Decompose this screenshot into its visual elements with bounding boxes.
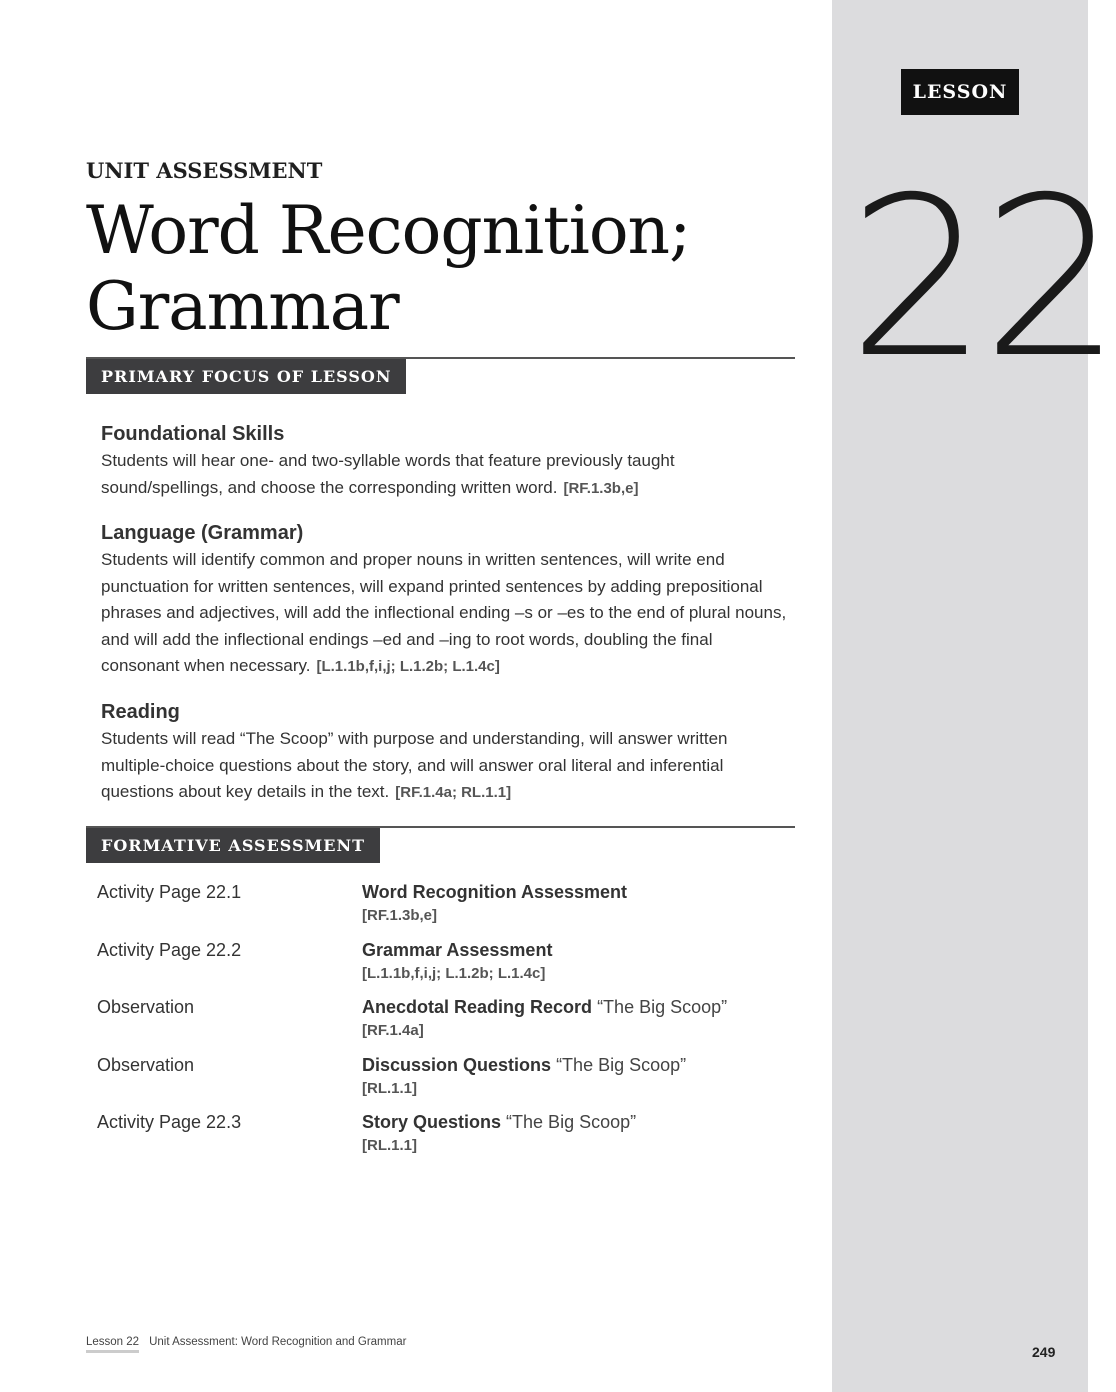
- page-title: [86, 193, 806, 345]
- assessment-source: Activity Page 22.2: [97, 940, 242, 960]
- standards-code: [L.1.1b,f,i,j; L.1.2b; L.1.4c]: [316, 658, 500, 675]
- assessment-row: [97, 1052, 797, 1108]
- assessment-source: Activity Page 22.1: [97, 882, 242, 902]
- story-title: “The Big Scoop”: [506, 1112, 637, 1132]
- assessment-row: [97, 1109, 797, 1165]
- assessment-source: Observation: [97, 1055, 195, 1075]
- task-name: Discussion Questions: [362, 1055, 552, 1075]
- assessment-row: [97, 937, 797, 993]
- lesson-number: 22: [848, 150, 1116, 406]
- assessment-source: Observation: [97, 997, 195, 1017]
- focus-body-text: Students will read “The Scoop” with purpose and understanding, will answer written multiple-choice questions about the story, and will answer oral literal and inferential questions about key details in the text.: [101, 729, 728, 801]
- title-line-1: Word Recognition;: [86, 192, 691, 269]
- standards-code: [RL.1.1]: [362, 1137, 418, 1154]
- focus-item-body: [101, 726, 791, 807]
- focus-item-foundational: [101, 420, 791, 502]
- focus-item-title: Reading: [101, 701, 180, 723]
- assessment-task: [362, 937, 552, 963]
- standards-code: [RF.1.3b,e]: [362, 907, 438, 924]
- task-name: Word Recognition Assessment: [362, 882, 628, 902]
- story-title: “The Big Scoop”: [556, 1055, 687, 1075]
- lesson-label: LESSON: [901, 69, 1019, 115]
- standards-code: [RF.1.3b,e]: [563, 479, 639, 497]
- assessment-task: [362, 994, 727, 1020]
- focus-item-language: [101, 519, 791, 681]
- assessment-row: [97, 879, 797, 935]
- assessment-task: [362, 1052, 686, 1078]
- title-line-2: Grammar: [86, 268, 399, 345]
- primary-focus-heading: PRIMARY FOCUS OF LESSON: [86, 359, 406, 394]
- task-name: Story Questions: [362, 1112, 502, 1132]
- focus-body-text: Students will identify common and proper nouns in written sentences, will write end punctuation for written sentences, will expand printed sentences by adding prepositional phrases and adjectives, will add the inflectional ending –s or –es to the end of plural nouns, and will add the inflectional endings –ed and –ing to root words, doubling the final consonant when necessary.: [101, 550, 787, 675]
- standards-code: [RF.1.4a]: [362, 1022, 424, 1039]
- assessment-source: Activity Page 22.3: [97, 1112, 242, 1132]
- task-name: Grammar Assessment: [362, 940, 553, 960]
- focus-item-title: Language (Grammar): [101, 522, 304, 544]
- standards-code: [L.1.1b,f,i,j; L.1.2b; L.1.4c]: [362, 965, 546, 982]
- page-footer: [86, 1336, 406, 1353]
- assessment-row: [97, 994, 797, 1050]
- page-number: 249: [1032, 1344, 1056, 1360]
- story-title: “The Big Scoop”: [597, 997, 728, 1017]
- standards-code: [RF.1.4a; RL.1.1]: [395, 784, 512, 801]
- focus-item-body: [101, 547, 791, 681]
- standards-code: [RL.1.1]: [362, 1080, 418, 1097]
- focus-item-reading: [101, 698, 791, 807]
- focus-item-title: Foundational Skills: [101, 423, 285, 445]
- focus-body-text: Students will hear one- and two-syllable words that feature previously taught sound/spellings, and choose the corresponding written word.: [101, 451, 675, 497]
- formative-heading: FORMATIVE ASSESSMENT: [86, 828, 380, 863]
- focus-item-body: [101, 448, 791, 502]
- assessment-task: [362, 879, 627, 905]
- unit-eyebrow: UNIT ASSESSMENT: [86, 158, 323, 183]
- footer-lesson: Lesson 22: [86, 1336, 139, 1353]
- task-name: Anecdotal Reading Record: [362, 997, 593, 1017]
- assessment-task: [362, 1109, 636, 1135]
- footer-title: Unit Assessment: Word Recognition and Grammar: [149, 1336, 407, 1348]
